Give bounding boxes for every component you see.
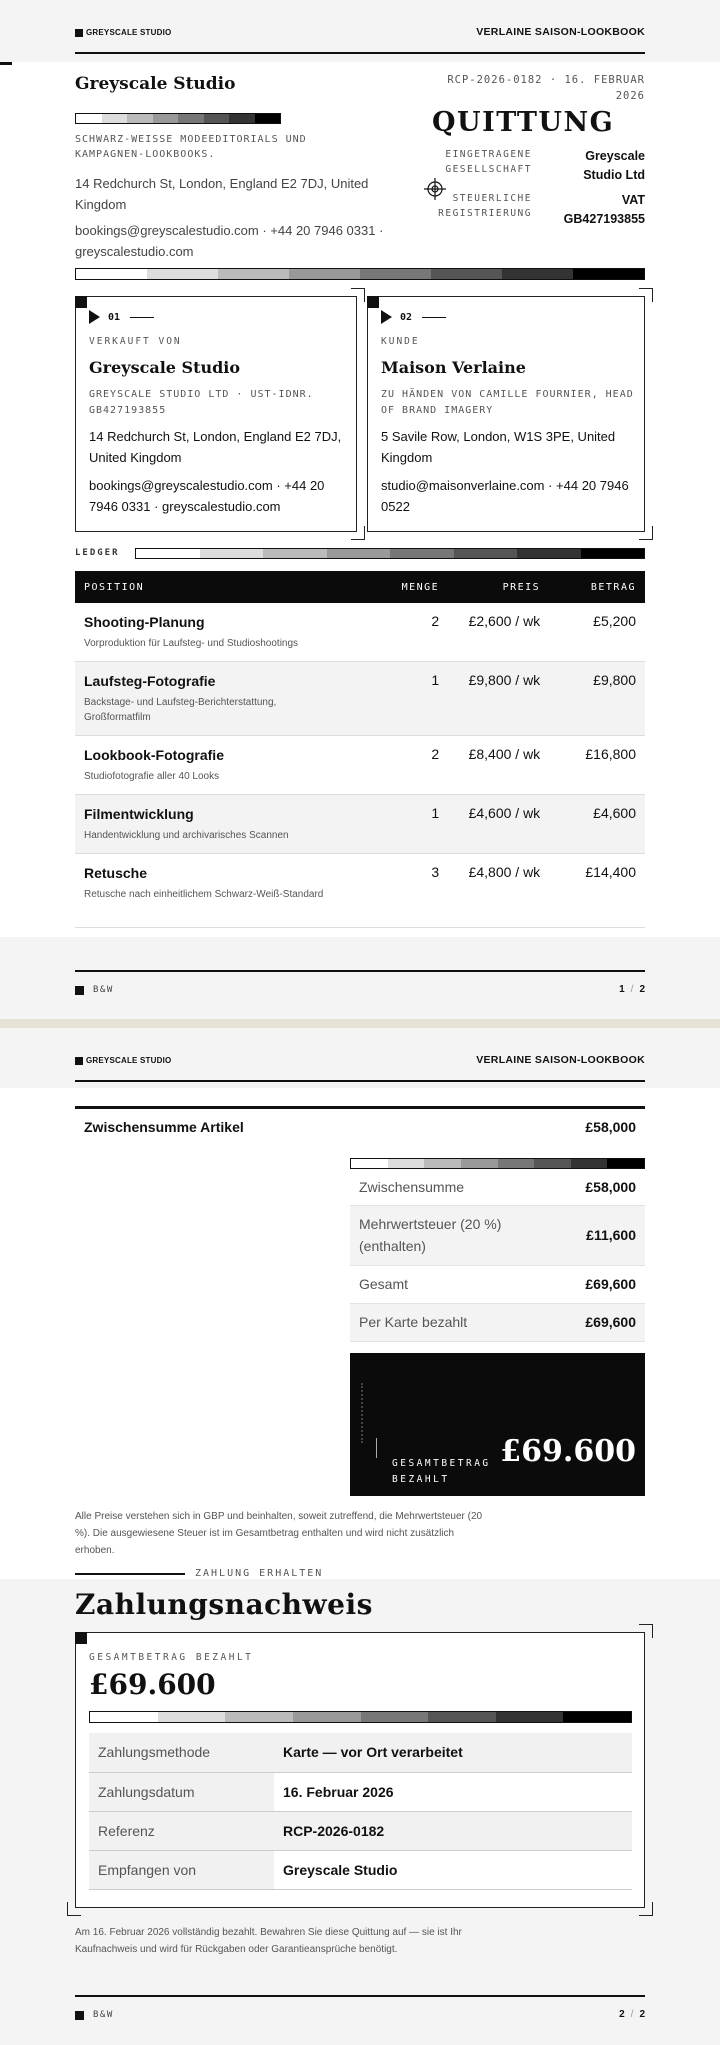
totals-gradient-bar	[350, 1158, 645, 1169]
payment-value: 16. Februar 2026	[274, 1772, 632, 1811]
item-amount: £14,400	[549, 854, 645, 928]
gradient-swatch	[571, 1159, 608, 1168]
seller-role: VERKAUFT VON	[89, 336, 182, 347]
footer-square-icon	[75, 2011, 84, 2020]
table-row	[75, 736, 645, 795]
seller-contact: bookings@greyscalestudio.com · +44 20 7946 0331 · greyscalestudio.com	[89, 478, 325, 514]
footer-label	[75, 2010, 114, 2020]
payment-total-value: £69.600	[89, 1668, 216, 1701]
page-total: 2	[639, 984, 645, 995]
gradient-swatch	[225, 1712, 293, 1722]
table-row	[75, 795, 645, 854]
item-amount: £16,800	[549, 736, 645, 795]
seller-number-text: 01	[108, 311, 121, 323]
page-1-footer	[75, 970, 645, 996]
page-slash: /	[630, 2009, 634, 2020]
total-paid-box	[350, 1353, 645, 1496]
header-amount: BETRAG	[549, 571, 645, 603]
payment-key: Empfangen von	[89, 1850, 274, 1889]
item-price: £2,600 / wk	[448, 603, 549, 662]
totals-label: Zwischensumme	[350, 1169, 540, 1205]
payment-key: Referenz	[89, 1811, 274, 1850]
payment-row	[89, 1733, 632, 1772]
gradient-swatch	[158, 1712, 226, 1722]
item-cell	[75, 662, 393, 736]
payment-kicker-text: ZAHLUNG ERHALTEN	[195, 1568, 324, 1579]
line-items-table	[75, 571, 645, 928]
totals-row	[350, 1303, 645, 1341]
dotted-rule	[361, 1383, 363, 1443]
payment-value: Greyscale Studio	[274, 1850, 632, 1889]
gradient-swatch	[204, 114, 230, 123]
card-bracket-bottom-right	[639, 1902, 653, 1916]
card-bracket-bottom-left	[67, 1902, 81, 1916]
item-desc: Handentwicklung und archivarisches Scannen	[84, 830, 289, 841]
gradient-swatch	[428, 1712, 496, 1722]
item-name: Laufsteg-Fotografie	[84, 673, 216, 689]
gradient-swatch	[147, 269, 218, 279]
gradient-swatch	[431, 269, 502, 279]
vertical-rule	[376, 1438, 377, 1458]
gradient-swatch	[76, 269, 147, 279]
gradient-swatch	[502, 269, 573, 279]
tax-label: STEUERLICHE REGISTRIERUNG	[438, 193, 532, 219]
receipt-number-date: RCP-2026-0182 · 16. FEBRUAR 2026	[447, 74, 645, 102]
page-2-footer	[75, 1995, 645, 2021]
page-separator	[0, 1019, 720, 1028]
item-desc: Studiofotografie aller 40 Looks	[84, 771, 220, 782]
payment-row	[89, 1850, 632, 1889]
sheet-edge-mark	[0, 62, 12, 65]
totals-row	[350, 1205, 645, 1265]
gradient-swatch	[517, 549, 581, 558]
item-qty: 1	[393, 662, 449, 736]
item-qty: 2	[393, 736, 449, 795]
gradient-swatch	[496, 1712, 564, 1722]
customer-number-text: 02	[400, 311, 413, 323]
gradient-swatch	[127, 114, 153, 123]
tax-row	[420, 191, 645, 229]
header-position: POSITION	[75, 571, 393, 603]
gradient-swatch	[498, 1159, 535, 1168]
payment-value: Karte — vor Ort verarbeitet	[274, 1733, 632, 1772]
page-counter	[619, 984, 645, 995]
tax-note: Alle Preise verstehen sich in GBP und beinhalten, soweit zutreffend, die Mehrwertsteuer (20 %). Die ausgewiesene Steuer ist im Gesamtbetrag enthalten und wird nicht zusätzlich erhoben.	[75, 1511, 483, 1556]
item-cell	[75, 736, 393, 795]
seller-header-address: 14 Redchurch St, London, England E2 7DJ, United Kingdom	[75, 176, 369, 212]
totals-value: £69,600	[540, 1265, 645, 1303]
card-bracket-top-right	[639, 288, 653, 302]
gradient-swatch	[263, 549, 327, 558]
number-rule	[130, 317, 154, 318]
card-bracket-bottom-right	[351, 526, 365, 540]
gradient-swatch	[454, 549, 518, 558]
item-amount: £9,800	[549, 662, 645, 736]
footer-label	[75, 985, 114, 995]
gradient-swatch	[361, 1712, 429, 1722]
gradient-swatch	[390, 549, 454, 558]
registration-row	[420, 147, 645, 185]
header-price: PREIS	[448, 571, 549, 603]
running-title: VERLAINE SAISON-LOOKBOOK	[476, 1054, 645, 1066]
seller-name: Greyscale Studio	[89, 358, 241, 377]
totals-label: Mehrwertsteuer (20 %) (enthalten)	[350, 1205, 540, 1265]
customer-name: Maison Verlaine	[381, 358, 526, 377]
items-subtotal-value: £58,000	[585, 1118, 636, 1135]
item-name: Lookbook-Fotografie	[84, 747, 224, 763]
table-row	[75, 854, 645, 928]
gradient-swatch	[563, 1712, 631, 1722]
gradient-swatch	[607, 1159, 644, 1168]
item-desc: Vorproduktion für Laufsteg- und Studioshootings	[84, 638, 299, 649]
payment-note: Am 16. Februar 2026 vollständig bezahlt. Bewahren Sie diese Quittung auf — sie ist Ihr Kaufnachweis und wird für Rückgaben oder Garantieansprüche benötigt.	[75, 1927, 462, 1955]
totals-label: Per Karte bezahlt	[350, 1303, 540, 1341]
payment-card	[75, 1632, 645, 1908]
customer-sub: ZU HÄNDEN VON CAMILLE FOURNIER, HEAD OF BRAND IMAGERY	[381, 389, 634, 416]
gradient-swatch	[218, 269, 289, 279]
gradient-swatch	[178, 114, 204, 123]
gradient-swatch	[351, 1159, 388, 1168]
item-cell	[75, 854, 393, 928]
customer-card	[367, 296, 645, 532]
seller-address: 14 Redchurch St, London, England E2 7DJ, United Kingdom	[89, 429, 342, 465]
page-1	[0, 0, 720, 1019]
totals-block	[350, 1158, 645, 1342]
table-header-row	[75, 571, 645, 603]
seller-header-name: Greyscale Studio	[75, 74, 236, 94]
payment-row	[89, 1772, 632, 1811]
registration-label: EINGETRAGENE GESELLSCHAFT	[445, 149, 532, 175]
ledger-gradient-bar	[135, 548, 645, 559]
payment-row	[89, 1811, 632, 1850]
customer-contact: studio@maisonverlaine.com · +44 20 7946 0522	[381, 478, 629, 514]
header-divider-gradient	[75, 268, 645, 280]
items-subtotal-row	[75, 1106, 645, 1144]
item-price: £4,800 / wk	[448, 854, 549, 928]
page-counter	[619, 2009, 645, 2020]
payment-gradient-bar	[89, 1711, 632, 1723]
ledger-label: LEDGER	[75, 548, 120, 558]
running-brand	[75, 28, 171, 37]
seller-sub: GREYSCALE STUDIO LTD · UST-IDNR. GB427193855	[89, 389, 314, 416]
running-header	[75, 1052, 645, 1082]
gradient-swatch	[289, 269, 360, 279]
item-qty: 3	[393, 854, 449, 928]
card-bracket-top-right	[351, 288, 365, 302]
totals-value: £58,000	[540, 1169, 645, 1205]
item-name: Filmentwicklung	[84, 806, 194, 822]
gradient-swatch	[327, 549, 391, 558]
gradient-swatch	[573, 269, 644, 279]
item-qty: 1	[393, 795, 449, 854]
gradient-swatch	[581, 549, 645, 558]
item-cell	[75, 603, 393, 662]
item-price: £8,400 / wk	[448, 736, 549, 795]
play-triangle-icon	[89, 310, 100, 324]
card-bracket-bottom-right	[639, 526, 653, 540]
seller-header-contact: bookings@greyscalestudio.com · +44 20 7946 0331 · greyscalestudio.com	[75, 223, 384, 259]
gradient-swatch	[424, 1159, 461, 1168]
items-subtotal-label: Zwischensumme Artikel	[84, 1118, 244, 1135]
item-amount: £4,600	[549, 795, 645, 854]
seller-tagline: SCHWARZ-WEISSE MODEEDITORIALS UND KAMPAGNEN-LOOKBOOKS.	[75, 134, 307, 160]
table-row	[75, 662, 645, 736]
page-2	[0, 1028, 720, 2045]
running-header	[75, 24, 645, 54]
card-corner-mark	[367, 296, 379, 308]
totals-value: £69,600	[540, 1303, 645, 1341]
gradient-swatch	[153, 114, 179, 123]
totals-value: £11,600	[540, 1205, 645, 1265]
page-current: 2	[619, 2009, 625, 2020]
receipt-title: QUITTUNG	[432, 107, 615, 138]
customer-number	[381, 310, 446, 324]
totals-row	[350, 1265, 645, 1303]
gradient-swatch	[102, 114, 128, 123]
page-slash: /	[630, 984, 634, 995]
kicker-rule	[75, 1573, 185, 1575]
customer-address: 5 Savile Row, London, W1S 3PE, United Kingdom	[381, 429, 616, 465]
payment-key: Zahlungsmethode	[89, 1733, 274, 1772]
seller-card	[75, 296, 357, 532]
item-qty: 2	[393, 603, 449, 662]
item-price: £9,800 / wk	[448, 662, 549, 736]
header-gradient-bar	[75, 113, 281, 124]
payment-key: Zahlungsdatum	[89, 1772, 274, 1811]
tax-value: VAT GB427193855	[563, 193, 645, 226]
running-brand	[75, 1056, 171, 1065]
page-total: 2	[639, 2009, 645, 2020]
item-name: Retusche	[84, 865, 148, 881]
card-bracket-top-right	[639, 1624, 653, 1638]
customer-role: KUNDE	[381, 336, 420, 347]
footer-label-text: B&W	[93, 2010, 114, 2020]
running-brand-text: GREYSCALE STUDIO	[86, 1056, 172, 1065]
total-paid-value: £69.600	[500, 1434, 636, 1469]
total-paid-label: GESAMTBETRAG BEZAHLT	[392, 1458, 491, 1485]
totals-table	[350, 1169, 645, 1342]
totals-label: Gesamt	[350, 1265, 540, 1303]
gradient-swatch	[229, 114, 255, 123]
item-name: Shooting-Planung	[84, 614, 205, 630]
payment-value: RCP-2026-0182	[274, 1811, 632, 1850]
payment-details-table	[89, 1733, 632, 1890]
payment-total-label: GESAMTBETRAG BEZAHLT	[89, 1652, 254, 1663]
card-corner-mark	[75, 1632, 87, 1644]
gradient-swatch	[534, 1159, 571, 1168]
gradient-swatch	[293, 1712, 361, 1722]
gradient-swatch	[255, 114, 281, 123]
registration-value: Greyscale Studio Ltd	[583, 149, 645, 182]
gradient-swatch	[461, 1159, 498, 1168]
number-rule	[422, 317, 446, 318]
seller-number	[89, 310, 154, 324]
header-qty: MENGE	[393, 571, 449, 603]
page-current: 1	[619, 984, 625, 995]
card-corner-mark	[75, 296, 87, 308]
gradient-swatch	[90, 1712, 158, 1722]
brand-square-icon	[75, 29, 83, 37]
gradient-swatch	[76, 114, 102, 123]
brand-square-icon	[75, 1057, 83, 1065]
item-cell	[75, 795, 393, 854]
footer-label-text: B&W	[93, 985, 114, 995]
table-row	[75, 603, 645, 662]
gradient-swatch	[136, 549, 200, 558]
gradient-swatch	[200, 549, 264, 558]
ledger-strip	[75, 546, 645, 560]
gradient-swatch	[360, 269, 431, 279]
footer-square-icon	[75, 986, 84, 995]
payment-title: Zahlungsnachweis	[75, 1588, 373, 1621]
item-price: £4,600 / wk	[448, 795, 549, 854]
running-brand-text: GREYSCALE STUDIO	[86, 28, 172, 37]
payment-kicker	[75, 1568, 323, 1579]
gradient-swatch	[388, 1159, 425, 1168]
item-amount: £5,200	[549, 603, 645, 662]
play-triangle-icon	[381, 310, 392, 324]
item-desc: Retusche nach einheitlichem Schwarz-Weiß-Standard	[84, 889, 324, 900]
totals-row	[350, 1169, 645, 1205]
running-title: VERLAINE SAISON-LOOKBOOK	[476, 26, 645, 38]
item-desc: Backstage- und Laufsteg-Berichterstattung, Großformatfilm	[84, 697, 277, 723]
